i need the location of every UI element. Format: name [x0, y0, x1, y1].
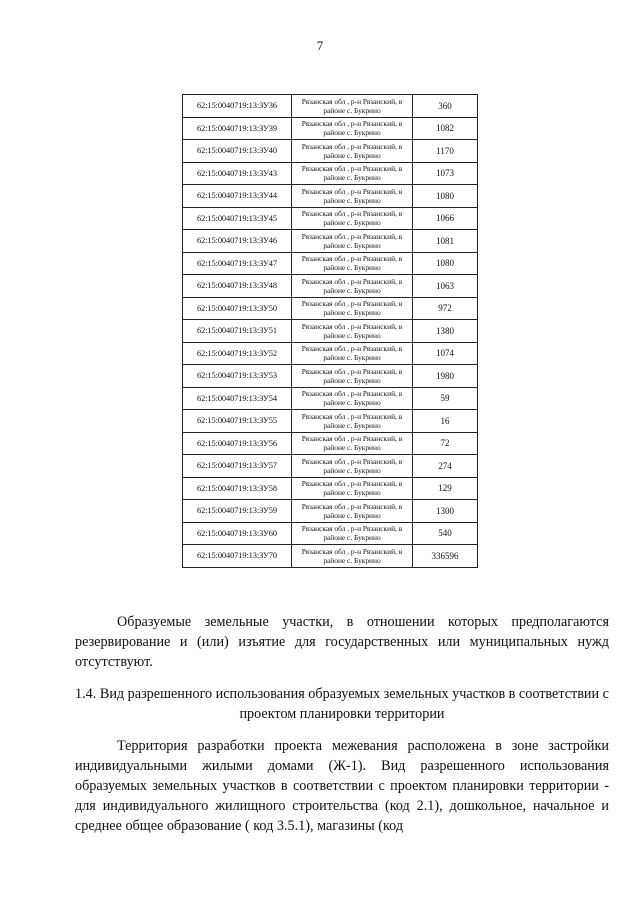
parcels-table	[182, 94, 478, 568]
location-cell: Рязанская обл , р-н Рязанский, в районе с. Букрино	[292, 432, 413, 455]
location-cell: Рязанская обл , р-н Рязанский, в районе с. Букрино	[292, 230, 413, 253]
area-cell: 16	[413, 410, 478, 433]
cadastral-number-cell: 62:15:0040719:13:ЗУ40	[183, 140, 292, 163]
table-row	[183, 545, 478, 568]
table-row	[183, 275, 478, 298]
area-cell: 360	[413, 95, 478, 118]
location-cell: Рязанская обл , р-н Рязанский, в районе с. Букрино	[292, 297, 413, 320]
area-cell: 1380	[413, 320, 478, 343]
table-row	[183, 162, 478, 185]
area-cell: 1300	[413, 500, 478, 523]
table-row	[183, 297, 478, 320]
area-cell: 1080	[413, 252, 478, 275]
cadastral-number-cell: 62:15:0040719:13:ЗУ50	[183, 297, 292, 320]
cadastral-number-cell: 62:15:0040719:13:ЗУ55	[183, 410, 292, 433]
area-cell: 1081	[413, 230, 478, 253]
location-cell: Рязанская обл , р-н Рязанский, в районе с. Букрино	[292, 117, 413, 140]
cadastral-number-cell: 62:15:0040719:13:ЗУ60	[183, 522, 292, 545]
table-row	[183, 117, 478, 140]
area-cell: 1073	[413, 162, 478, 185]
cadastral-number-cell: 62:15:0040719:13:ЗУ47	[183, 252, 292, 275]
location-cell: Рязанская обл , р-н Рязанский, в районе с. Букрино	[292, 275, 413, 298]
table-row	[183, 455, 478, 478]
table-row	[183, 342, 478, 365]
cadastral-number-cell: 62:15:0040719:13:ЗУ46	[183, 230, 292, 253]
area-cell: 1074	[413, 342, 478, 365]
table-row	[183, 410, 478, 433]
table-row	[183, 95, 478, 118]
area-cell: 129	[413, 477, 478, 500]
page-number: 7	[316, 38, 324, 53]
cadastral-number-cell: 62:15:0040719:13:ЗУ58	[183, 477, 292, 500]
cadastral-number-cell: 62:15:0040719:13:ЗУ43	[183, 162, 292, 185]
area-cell: 540	[413, 522, 478, 545]
area-cell: 1066	[413, 207, 478, 230]
area-cell: 1170	[413, 140, 478, 163]
location-cell: Рязанская обл , р-н Рязанский, в районе с. Букрино	[292, 365, 413, 388]
table-row	[183, 252, 478, 275]
area-cell: 1080	[413, 185, 478, 208]
area-cell: 336596	[413, 545, 478, 568]
location-cell: Рязанская обл , р-н Рязанский, в районе с. Букрино	[292, 455, 413, 478]
cadastral-number-cell: 62:15:0040719:13:ЗУ39	[183, 117, 292, 140]
table-row	[183, 185, 478, 208]
table-row	[183, 140, 478, 163]
table-row	[183, 500, 478, 523]
location-cell: Рязанская обл , р-н Рязанский, в районе с. Букрино	[292, 500, 413, 523]
table-row	[183, 477, 478, 500]
table-row	[183, 387, 478, 410]
cadastral-number-cell: 62:15:0040719:13:ЗУ36	[183, 95, 292, 118]
cadastral-number-cell: 62:15:0040719:13:ЗУ51	[183, 320, 292, 343]
cadastral-number-cell: 62:15:0040719:13:ЗУ53	[183, 365, 292, 388]
table-row	[183, 230, 478, 253]
area-cell: 274	[413, 455, 478, 478]
location-cell: Рязанская обл , р-н Рязанский, в районе с. Букрино	[292, 95, 413, 118]
area-cell: 1980	[413, 365, 478, 388]
location-cell: Рязанская обл , р-н Рязанский, в районе с. Букрино	[292, 162, 413, 185]
territory-paragraph: Территория разработки проекта межевания расположена в зоне застройки индивидуальными жилыми домами (Ж-1). Вид разрешенного использования образуемых земельных участков в соответствии с проектом планировки территории - для индивидуального жилищного строительства (код 2.1), дошкольное, начальное и среднее общее образование ( код 3.5.1), магазины (код	[75, 738, 609, 834]
location-cell: Рязанская обл , р-н Рязанский, в районе с. Букрино	[292, 410, 413, 433]
location-cell: Рязанская обл , р-н Рязанский, в районе с. Букрино	[292, 522, 413, 545]
cadastral-number-cell: 62:15:0040719:13:ЗУ57	[183, 455, 292, 478]
area-cell: 59	[413, 387, 478, 410]
area-cell: 1063	[413, 275, 478, 298]
table-row	[183, 320, 478, 343]
table-row	[183, 365, 478, 388]
location-cell: Рязанская обл , р-н Рязанский, в районе с. Букрино	[292, 320, 413, 343]
cadastral-number-cell: 62:15:0040719:13:ЗУ52	[183, 342, 292, 365]
parcels-table-body	[183, 95, 478, 568]
reservation-paragraph: Образуемые земельные участки, в отношении которых предполагаются резервирование и (или) изъятие для государственных или муниципальных нужд отсутствуют.	[75, 614, 609, 670]
location-cell: Рязанская обл , р-н Рязанский, в районе с. Букрино	[292, 477, 413, 500]
location-cell: Рязанская обл , р-н Рязанский, в районе с. Букрино	[292, 387, 413, 410]
location-cell: Рязанская обл , р-н Рязанский, в районе с. Букрино	[292, 545, 413, 568]
cadastral-number-cell: 62:15:0040719:13:ЗУ59	[183, 500, 292, 523]
location-cell: Рязанская обл , р-н Рязанский, в районе с. Букрино	[292, 342, 413, 365]
table-row	[183, 207, 478, 230]
location-cell: Рязанская обл , р-н Рязанский, в районе с. Букрино	[292, 140, 413, 163]
table-row	[183, 522, 478, 545]
area-cell: 972	[413, 297, 478, 320]
location-cell: Рязанская обл , р-н Рязанский, в районе с. Букрино	[292, 252, 413, 275]
cadastral-number-cell: 62:15:0040719:13:ЗУ54	[183, 387, 292, 410]
cadastral-number-cell: 62:15:0040719:13:ЗУ44	[183, 185, 292, 208]
location-cell: Рязанская обл , р-н Рязанский, в районе с. Букрино	[292, 185, 413, 208]
cadastral-number-cell: 62:15:0040719:13:ЗУ45	[183, 207, 292, 230]
area-cell: 72	[413, 432, 478, 455]
cadastral-number-cell: 62:15:0040719:13:ЗУ70	[183, 545, 292, 568]
cadastral-number-cell: 62:15:0040719:13:ЗУ56	[183, 432, 292, 455]
table-row	[183, 432, 478, 455]
cadastral-number-cell: 62:15:0040719:13:ЗУ48	[183, 275, 292, 298]
location-cell: Рязанская обл , р-н Рязанский, в районе с. Букрино	[292, 207, 413, 230]
area-cell: 1082	[413, 117, 478, 140]
section-heading: 1.4. Вид разрешенного использования образуемых земельных участков в соответствии с проектом планировки территории	[75, 686, 609, 722]
